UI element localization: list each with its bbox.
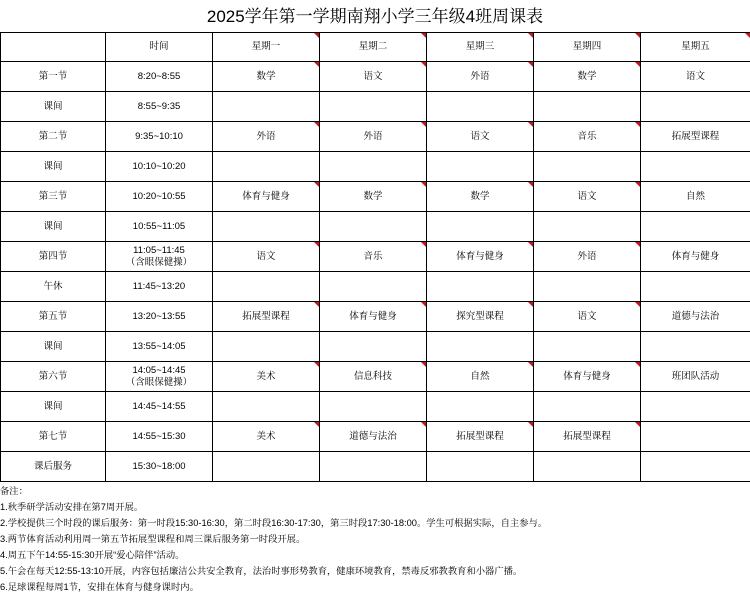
time-range: 15:30~18:00	[106, 461, 212, 473]
table-row	[1, 332, 750, 362]
comment-marker	[421, 33, 426, 38]
course-cell: 语文	[534, 302, 641, 332]
course-cell: 语文	[641, 62, 750, 92]
time-range: 11:45~13:20	[106, 281, 212, 293]
note-line: 5.午会在每天12:55-13:10开展，内容包括廉洁公共安全教育，法治时事形势教育，健康环境教育，禁毒反邪教教育和小器广播。	[0, 563, 750, 579]
course-cell	[213, 272, 320, 302]
table-row	[1, 152, 750, 182]
period-label: 第二节	[1, 122, 106, 152]
table-row	[1, 362, 750, 392]
time-range: 9:35~10:10	[106, 131, 212, 143]
comment-marker	[528, 182, 533, 187]
course-cell: 数学	[534, 62, 641, 92]
comment-marker	[635, 242, 640, 247]
header-cell: 星期五	[641, 33, 750, 62]
course-cell: 自然	[427, 362, 534, 392]
header-cell: 时间	[106, 33, 213, 62]
course-cell: 体育与健身	[427, 242, 534, 272]
page-title: 2025学年第一学期南翔小学三年级4班周课表	[0, 0, 750, 33]
course-cell: 数学	[427, 182, 534, 212]
comment-marker	[421, 122, 426, 127]
period-label: 课间	[1, 392, 106, 422]
course-cell: 拓展型课程	[641, 122, 750, 152]
comment-marker	[421, 422, 426, 427]
course-cell: 外语	[427, 62, 534, 92]
table-row	[1, 242, 750, 272]
table-row	[1, 212, 750, 242]
time-cell	[106, 242, 213, 272]
course-cell	[534, 452, 641, 482]
course-cell: 体育与健身	[641, 242, 750, 272]
period-label: 课间	[1, 152, 106, 182]
comment-marker	[635, 302, 640, 307]
table-row	[1, 92, 750, 122]
course-cell: 美术	[213, 362, 320, 392]
table-row	[1, 452, 750, 482]
course-cell: 道德与法治	[641, 302, 750, 332]
course-cell: 语文	[320, 62, 427, 92]
time-range: 11:05~11:45	[106, 245, 212, 257]
comment-marker	[421, 62, 426, 67]
time-range: 14:45~14:55	[106, 401, 212, 413]
course-cell	[320, 452, 427, 482]
course-cell: 外语	[213, 122, 320, 152]
comment-marker	[528, 122, 533, 127]
header-cell: 星期四	[534, 33, 641, 62]
comment-marker	[528, 302, 533, 307]
course-cell: 语文	[534, 182, 641, 212]
course-cell: 体育与健身	[534, 362, 641, 392]
course-cell: 拓展型课程	[534, 422, 641, 452]
comment-marker	[528, 62, 533, 67]
header-cell: 星期一	[213, 33, 320, 62]
period-label: 第三节	[1, 182, 106, 212]
time-cell	[106, 272, 213, 302]
course-cell	[427, 152, 534, 182]
course-cell	[320, 272, 427, 302]
course-cell	[534, 392, 641, 422]
course-cell	[427, 332, 534, 362]
course-cell	[641, 452, 750, 482]
header-cell	[1, 33, 106, 62]
time-cell	[106, 332, 213, 362]
comment-marker	[635, 182, 640, 187]
time-cell	[106, 302, 213, 332]
time-range: 14:55~15:30	[106, 431, 212, 443]
time-cell	[106, 182, 213, 212]
table-row	[1, 122, 750, 152]
time-range: 13:20~13:55	[106, 311, 212, 323]
time-cell	[106, 452, 213, 482]
time-cell	[106, 152, 213, 182]
course-cell	[641, 272, 750, 302]
course-cell	[641, 422, 750, 452]
comment-marker	[635, 422, 640, 427]
time-range: 8:20~8:55	[106, 71, 212, 83]
time-note: （含眼保健操）	[106, 257, 212, 269]
course-cell: 音乐	[534, 122, 641, 152]
header-cell: 星期二	[320, 33, 427, 62]
course-cell: 自然	[641, 182, 750, 212]
comment-marker	[421, 302, 426, 307]
course-cell	[213, 212, 320, 242]
time-cell	[106, 212, 213, 242]
course-cell	[213, 332, 320, 362]
comment-marker	[635, 362, 640, 367]
course-cell	[213, 92, 320, 122]
course-cell: 班团队活动	[641, 362, 750, 392]
table-row	[1, 272, 750, 302]
course-cell	[641, 152, 750, 182]
table-row	[1, 182, 750, 212]
time-cell	[106, 122, 213, 152]
header-row	[1, 33, 750, 62]
course-cell: 道德与法治	[320, 422, 427, 452]
time-range: 10:55~11:05	[106, 221, 212, 233]
comment-marker	[314, 33, 319, 38]
period-label: 课间	[1, 92, 106, 122]
comment-marker	[314, 242, 319, 247]
note-line: 6.足球课程每周1节，安排在体育与健身课时内。	[0, 579, 750, 595]
note-line: 备注：	[0, 483, 750, 499]
course-cell: 探究型课程	[427, 302, 534, 332]
course-cell	[427, 272, 534, 302]
period-label: 课后服务	[1, 452, 106, 482]
course-cell: 音乐	[320, 242, 427, 272]
time-range: 14:05~14:45	[106, 365, 212, 377]
time-range: 8:55~9:35	[106, 101, 212, 113]
note-line: 2.学校提供三个时段的课后服务：第一时段15:30-16:30，第二时段16:30-17:30，第三时段17:30-18:00。学生可根据实际，自主参与。	[0, 515, 750, 531]
course-cell	[320, 92, 427, 122]
course-cell	[534, 272, 641, 302]
note-line: 3.两节体育活动利用周一第五节拓展型课程和周三课后服务第一时段开展。	[0, 531, 750, 547]
course-cell	[427, 452, 534, 482]
course-cell	[641, 212, 750, 242]
comment-marker	[314, 122, 319, 127]
note-line: 1.秋季研学活动安排在第7周开展。	[0, 499, 750, 515]
course-cell: 美术	[213, 422, 320, 452]
course-cell: 拓展型课程	[213, 302, 320, 332]
course-cell	[641, 392, 750, 422]
table-row	[1, 302, 750, 332]
comment-marker	[314, 362, 319, 367]
note-line: 4.周五下午14:55-15:30开展“爱心陪伴”活动。	[0, 547, 750, 563]
comment-marker	[745, 33, 750, 38]
course-cell	[534, 212, 641, 242]
comment-marker	[528, 362, 533, 367]
course-cell	[320, 212, 427, 242]
course-cell	[427, 212, 534, 242]
course-cell	[534, 332, 641, 362]
course-cell: 数学	[213, 62, 320, 92]
time-cell	[106, 362, 213, 392]
course-cell	[320, 152, 427, 182]
course-cell	[213, 452, 320, 482]
comment-marker	[635, 122, 640, 127]
period-label: 第七节	[1, 422, 106, 452]
period-label: 午休	[1, 272, 106, 302]
course-cell	[213, 152, 320, 182]
course-cell: 外语	[534, 242, 641, 272]
course-cell	[534, 152, 641, 182]
table-row	[1, 62, 750, 92]
course-cell	[641, 332, 750, 362]
time-cell	[106, 62, 213, 92]
time-range: 13:55~14:05	[106, 341, 212, 353]
time-cell	[106, 392, 213, 422]
period-label: 课间	[1, 212, 106, 242]
comment-marker	[635, 62, 640, 67]
course-cell: 体育与健身	[213, 182, 320, 212]
notes-section	[0, 483, 750, 595]
comment-marker	[421, 182, 426, 187]
course-cell: 体育与健身	[320, 302, 427, 332]
schedule-table	[0, 32, 750, 482]
course-cell: 语文	[427, 122, 534, 152]
course-cell: 数学	[320, 182, 427, 212]
comment-marker	[528, 422, 533, 427]
comment-marker	[421, 242, 426, 247]
course-cell	[213, 392, 320, 422]
period-label: 第六节	[1, 362, 106, 392]
course-cell: 语文	[213, 242, 320, 272]
time-cell	[106, 92, 213, 122]
time-range: 10:10~10:20	[106, 161, 212, 173]
course-cell	[427, 392, 534, 422]
period-label: 第五节	[1, 302, 106, 332]
comment-marker	[635, 33, 640, 38]
course-cell: 拓展型课程	[427, 422, 534, 452]
course-cell	[427, 92, 534, 122]
table-row	[1, 422, 750, 452]
period-label: 第一节	[1, 62, 106, 92]
time-note: （含眼保健操）	[106, 377, 212, 389]
table-row	[1, 392, 750, 422]
period-label: 课间	[1, 332, 106, 362]
comment-marker	[314, 302, 319, 307]
header-cell: 星期三	[427, 33, 534, 62]
comment-marker	[421, 362, 426, 367]
period-label: 第四节	[1, 242, 106, 272]
course-cell	[641, 92, 750, 122]
course-cell	[320, 332, 427, 362]
comment-marker	[528, 33, 533, 38]
course-cell	[320, 392, 427, 422]
course-cell: 外语	[320, 122, 427, 152]
time-range: 10:20~10:55	[106, 191, 212, 203]
course-cell	[534, 92, 641, 122]
course-cell: 信息科技	[320, 362, 427, 392]
comment-marker	[314, 422, 319, 427]
comment-marker	[314, 62, 319, 67]
comment-marker	[528, 242, 533, 247]
time-cell	[106, 422, 213, 452]
comment-marker	[314, 182, 319, 187]
